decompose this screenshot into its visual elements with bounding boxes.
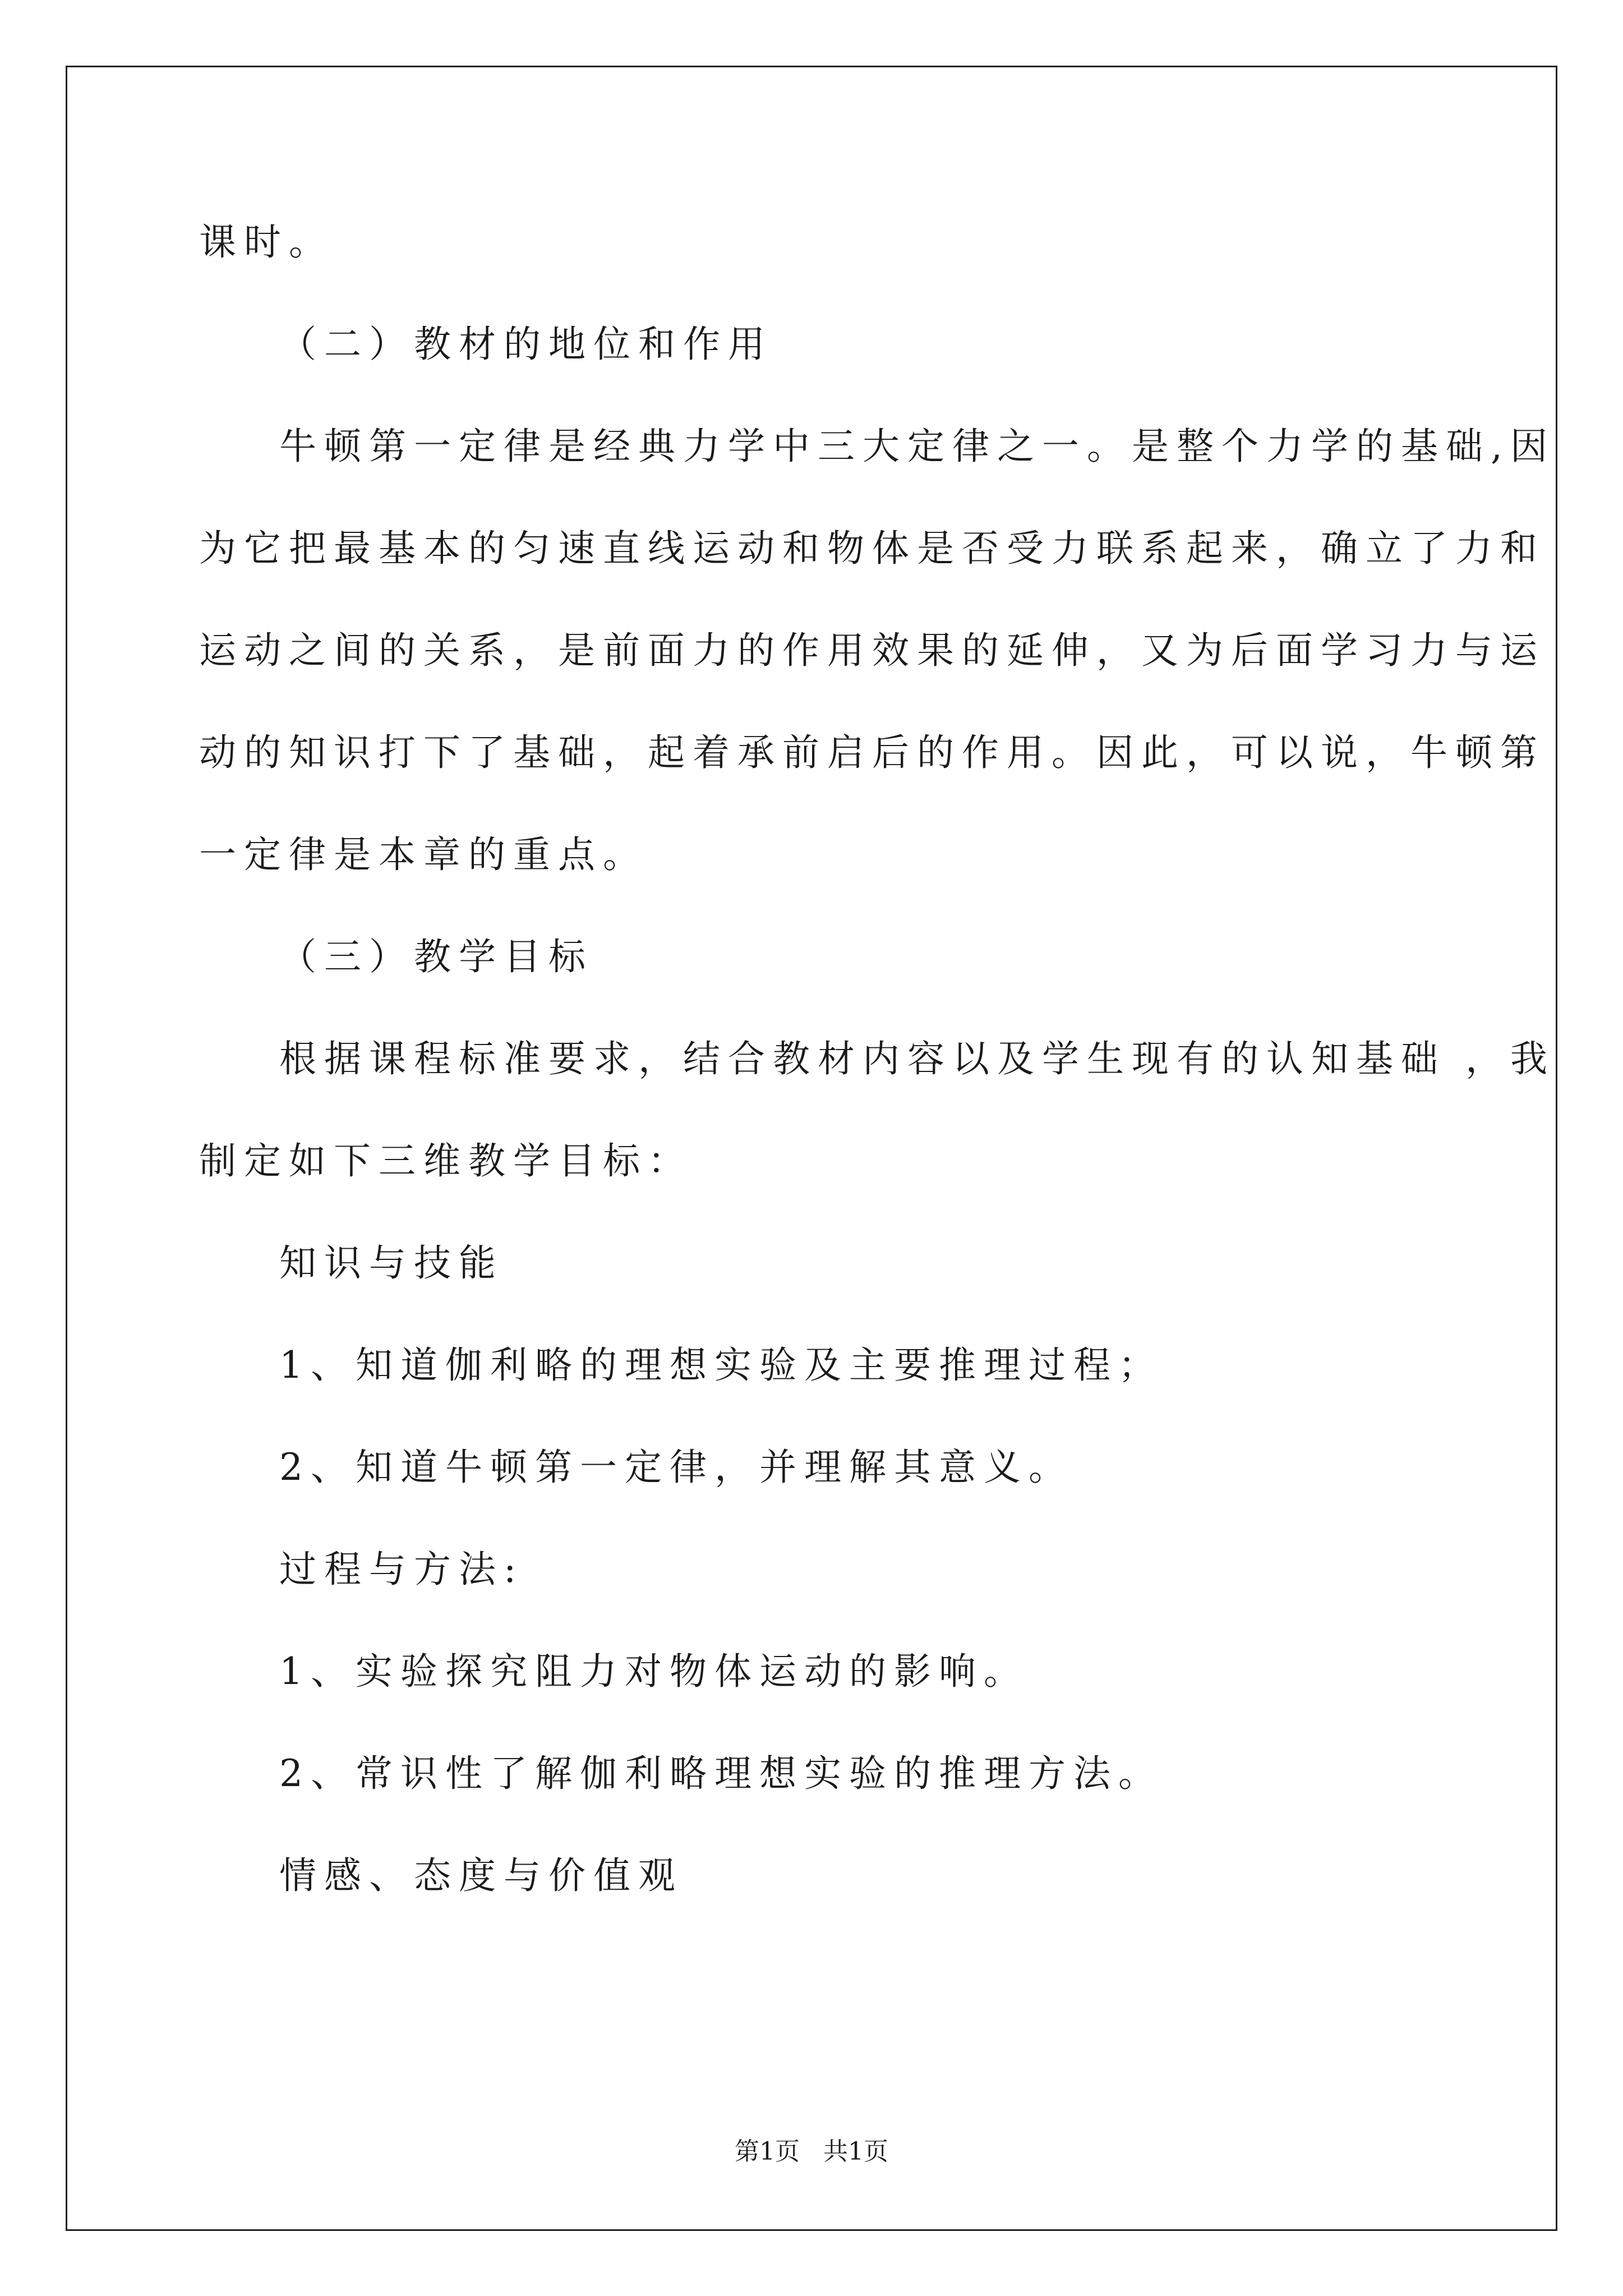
subheading-knowledge-skills: 知识与技能	[279, 1241, 504, 1285]
page-number-footer: 第1页 共1页	[735, 2137, 888, 2166]
paragraph-line-9: 根据课程标准要求，结合教材内容以及学生现有的认知基础 ，我	[279, 1037, 1555, 1080]
document-body	[199, 214, 1555, 1950]
list-item-knowledge-2: 2、知道牛顿第一定律，并理解其意义。	[279, 1446, 1073, 1489]
list-item-knowledge-1: 1、知道伽利略的理想实验及主要推理过程；	[279, 1343, 1163, 1387]
paragraph-line-10: 制定如下三维教学目标：	[199, 1139, 693, 1182]
list-item-process-1: 1、实验探究阻力对物体运动的影响。	[279, 1650, 1029, 1693]
paragraph-line-5: 运动之间的关系，是前面力的作用效果的延伸，又为后面学习力与运	[199, 629, 1545, 672]
paragraph-line-4: 为它把最基本的匀速直线运动和物体是否受力联系起来，确立了力和	[199, 527, 1545, 570]
section-heading-2: （二）教材的地位和作用	[279, 323, 773, 366]
list-item-process-2: 2、常识性了解伽利略理想实验的推理方法。	[279, 1752, 1163, 1795]
section-heading-3: （三）教学目标	[279, 935, 593, 978]
paragraph-line-6: 动的知识打下了基础，起着承前启后的作用。因此，可以说，牛顿第	[199, 731, 1545, 774]
subheading-process-methods: 过程与方法:	[279, 1548, 524, 1591]
paragraph-line-3: 牛顿第一定律是经典力学中三大定律之一。是整个力学的基础,因	[279, 425, 1555, 468]
paragraph-line-7: 一定律是本章的重点。	[199, 833, 648, 876]
paragraph-line-1: 课时。	[199, 220, 334, 264]
subheading-attitude-values: 情感、态度与价值观	[279, 1854, 683, 1897]
